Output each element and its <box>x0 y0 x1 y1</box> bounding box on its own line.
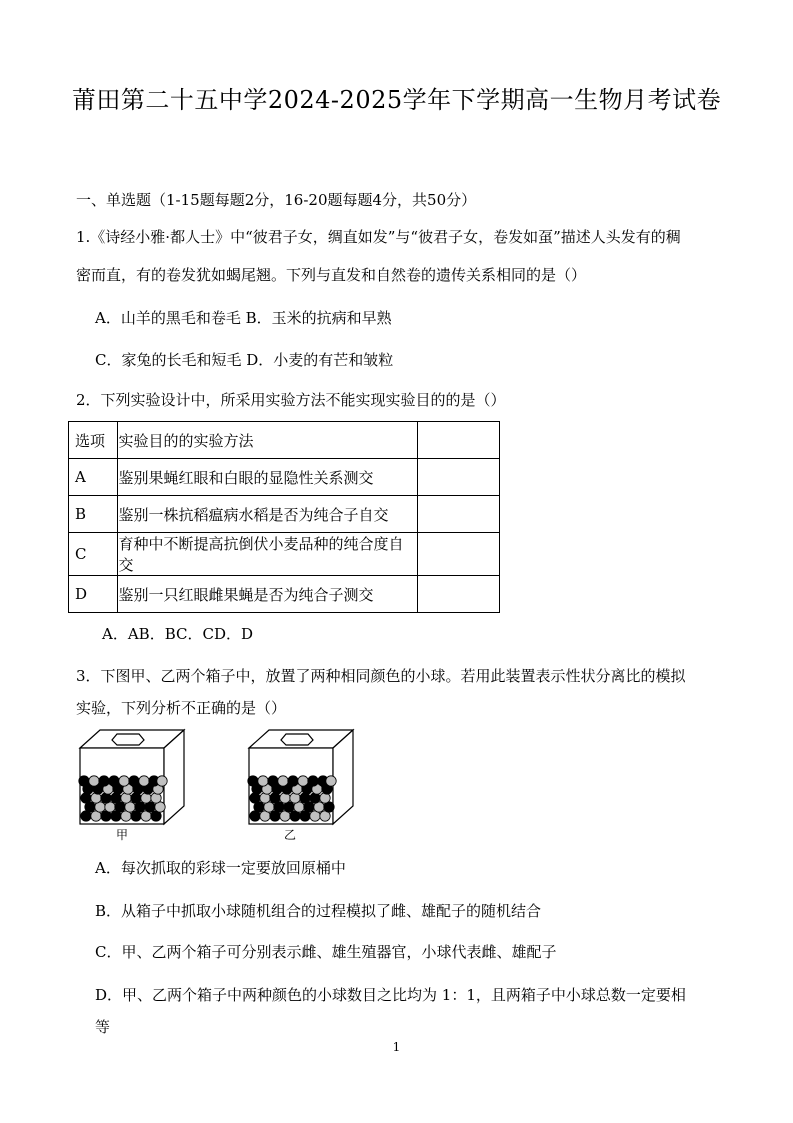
page-number: 1 <box>392 1040 401 1054</box>
dark-ball <box>248 776 258 786</box>
q1-options-line2: C．家兔的长毛和短毛 D．小麦的有芒和皱粒 <box>95 351 394 369</box>
dark-ball <box>99 776 109 786</box>
page-title: 莆田第二十五中学2024-2025学年下学期高一生物月考试卷 <box>71 86 722 114</box>
dark-ball <box>79 776 89 786</box>
dark-ball <box>300 793 310 803</box>
light-ball <box>260 793 270 803</box>
balls-group <box>248 776 336 821</box>
light-ball <box>290 793 300 803</box>
q3-stem-line2: 实验，下列分析不正确的是（） <box>76 699 287 717</box>
dark-ball <box>270 793 280 803</box>
table-row <box>69 576 500 613</box>
table-cell: D <box>69 576 118 613</box>
light-ball <box>91 793 101 803</box>
light-ball <box>326 776 336 786</box>
light-ball <box>278 776 288 786</box>
dark-ball <box>288 776 298 786</box>
dark-ball <box>308 776 318 786</box>
dark-ball <box>101 793 111 803</box>
q3-option-b: B．从箱子中抓取小球随机组合的过程模拟了雌、雄配子的随机结合 <box>95 902 542 920</box>
table-cell: B <box>69 496 118 533</box>
q2-stem: 2．下列实验设计中，所采用实验方法不能实现实验目的的是（） <box>76 391 506 409</box>
section-heading: 一、单选题（1-15题每题2分，16-20题每题4分，共50分） <box>76 191 477 209</box>
q1-stem-line2: 密而直，有的卷发犹如蝎尾翘。下列与直发和自然卷的遗传关系相同的是（） <box>76 266 587 284</box>
box-yi-figure <box>245 728 357 828</box>
q2-table <box>68 421 500 613</box>
table-cell <box>418 496 500 533</box>
q3-option-a: A．每次抓取的彩球一定要放回原桶中 <box>95 859 346 877</box>
table-row <box>69 533 500 576</box>
table-cell <box>418 459 500 496</box>
q3-option-d-line1: D．甲、乙两个箱子中两种颜色的小球数目之比均为 1：1，且两箱子中小球总数一定要相 <box>95 986 686 1004</box>
dark-ball <box>111 793 121 803</box>
table-cell <box>418 533 500 576</box>
light-ball <box>298 776 308 786</box>
dark-ball <box>250 793 260 803</box>
light-ball <box>119 776 129 786</box>
dark-ball <box>131 793 141 803</box>
box-jia-label: 甲 <box>116 828 129 842</box>
table-cell: 鉴别果蝇红眼和白眼的显隐性关系测交 <box>118 459 418 496</box>
table-cell: 实验目的的实验方法 <box>118 422 418 459</box>
table-cell: 鉴别一株抗稻瘟病水稻是否为纯合子自交 <box>118 496 418 533</box>
dark-ball <box>268 776 278 786</box>
light-ball <box>139 776 149 786</box>
dark-ball <box>129 776 139 786</box>
table-cell <box>418 576 500 613</box>
dark-ball <box>81 793 91 803</box>
table-row <box>69 459 500 496</box>
light-ball <box>121 793 131 803</box>
balls-group <box>79 776 167 821</box>
table-cell: 育种中不断提高抗倒伏小麦品种的纯合度自交 <box>118 533 418 576</box>
box-jia-figure <box>76 728 188 828</box>
q1-options-line1: A．山羊的黑毛和卷毛 B．玉米的抗病和早熟 <box>95 309 392 327</box>
light-ball <box>157 776 167 786</box>
light-ball <box>320 793 330 803</box>
q3-stem-line1: 3．下图甲、乙两个箱子中，放置了两种相同颜色的小球。若用此装置表示性状分离比的模拟 <box>76 667 686 685</box>
q2-options: A．AB．BC．CD．D <box>102 625 253 643</box>
light-ball <box>280 793 290 803</box>
table-cell: A <box>69 459 118 496</box>
table-cell: 鉴别一只红眼雌果蝇是否为纯合子测交 <box>118 576 418 613</box>
light-ball <box>258 776 268 786</box>
table-cell <box>418 422 500 459</box>
light-ball <box>151 793 161 803</box>
light-ball <box>141 793 151 803</box>
dark-ball <box>310 793 320 803</box>
table-cell: 选项 <box>69 422 118 459</box>
q3-option-c: C．甲、乙两个箱子可分别表示雌、雄生殖器官，小球代表雌、雄配子 <box>95 943 557 961</box>
table-header-row <box>69 422 500 459</box>
q1-stem-line1: 1.《诗经小雅·都人士》中“彼君子女，绸直如发”与“彼君子女，卷发如虿”描述人头发有的稠 <box>76 228 681 246</box>
light-ball <box>89 776 99 786</box>
table-cell: C <box>69 533 118 576</box>
q3-option-d-line2: 等 <box>95 1018 111 1036</box>
dark-ball <box>109 776 119 786</box>
box-yi-label: 乙 <box>284 828 297 842</box>
table-row <box>69 496 500 533</box>
